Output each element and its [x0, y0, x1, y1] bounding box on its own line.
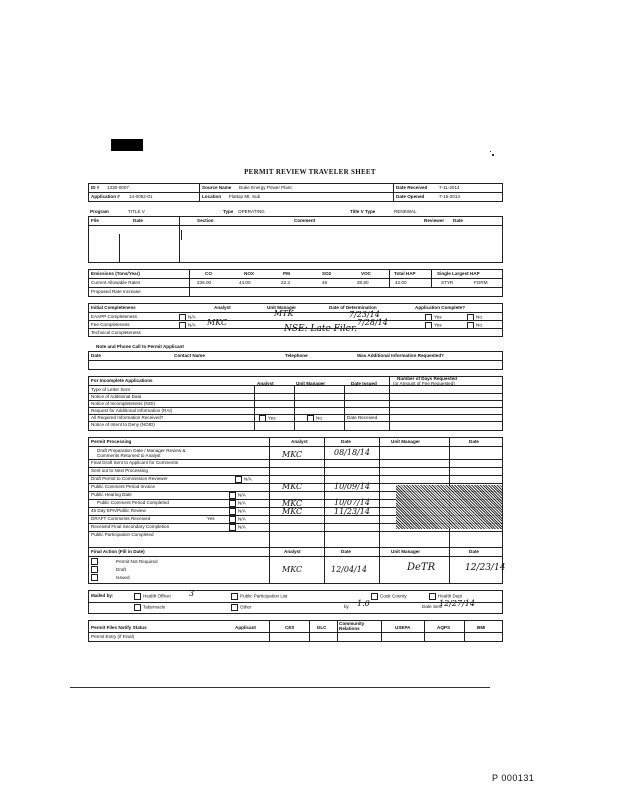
draft-checkbox[interactable] — [91, 566, 98, 573]
proc-row-1: Comments Returned to Analyst — [97, 453, 161, 458]
proc-row-7: Public Comment Period Completed — [97, 500, 169, 505]
type-value: OPERATING — [238, 209, 265, 214]
final-manager-signature: DeTR — [407, 562, 436, 573]
notify-header — [88, 620, 503, 633]
reviewer-date-header: Date — [453, 218, 463, 223]
no-label: No — [476, 322, 482, 328]
final-manager-header: Unit Manager — [391, 549, 421, 554]
na-checkbox[interactable] — [229, 500, 236, 507]
not-required-checkbox[interactable] — [91, 558, 98, 565]
na-label: N/A — [238, 524, 246, 530]
manager-initials: MTK — [274, 309, 294, 318]
noi-label: Notice of Incompleteness (NOI) — [91, 401, 156, 406]
final-analyst: MKC — [282, 565, 303, 574]
bmi-header: BMI — [477, 625, 486, 630]
handwritten-note: NSE: Late Filer. — [284, 324, 358, 334]
final-manager-date-header: Date — [469, 549, 479, 554]
date-received-value: 7-11-2014 — [439, 185, 460, 190]
permit-entry-row — [88, 633, 503, 642]
application-value: 14-0052-01 — [129, 194, 153, 199]
contact-label: Note and Phone Call to Permit Applicant — [96, 344, 184, 349]
cook-county-checkbox[interactable] — [371, 593, 378, 600]
applicant-header: Applicant — [235, 625, 256, 630]
scan-speck — [492, 154, 494, 156]
final-body — [88, 557, 506, 584]
emissions-current-row — [88, 279, 503, 288]
hap-unit-value: STYR — [441, 280, 454, 285]
fee-label: Fee Completeness — [91, 322, 130, 327]
fee-requested-subheader: (or Amount of Fee Requested) — [393, 381, 455, 386]
pm-header: PM — [283, 271, 290, 276]
initial-completeness-label: Initial Completeness — [91, 305, 136, 310]
file-table-header — [88, 216, 503, 226]
health-dept-label: Health Dept — [438, 593, 463, 599]
section-header: Section — [197, 218, 214, 223]
na-label: N/A — [238, 500, 246, 506]
incomplete-body — [88, 386, 503, 431]
final-date-header: Date — [341, 549, 351, 554]
na-label: N/A — [238, 492, 246, 498]
na-checkbox[interactable] — [179, 314, 186, 321]
single-hap-header: Single Largest HAP — [437, 271, 480, 276]
reviewer-header: Reviewer — [424, 218, 445, 223]
health-officer-checkbox[interactable] — [134, 593, 141, 600]
date-opened-label: Date Opened — [396, 194, 425, 199]
dlc-header: DLC — [317, 625, 327, 630]
type-label: Type — [223, 209, 234, 214]
date-header: Date — [133, 218, 143, 223]
contact-date-header: Date — [91, 353, 101, 358]
na-checkbox[interactable] — [235, 476, 242, 483]
na-checkbox[interactable] — [179, 322, 186, 329]
header-row-2 — [88, 193, 503, 202]
title-v-type-value: RENEWAL — [394, 209, 417, 214]
date-issued-header: Date Issued — [351, 381, 377, 386]
final-header — [88, 548, 503, 557]
proposed-rate-label: Proposed Rate Increase — [91, 289, 141, 294]
proc-row-5: Public Comment Period Invoice — [91, 484, 156, 489]
usepa-header: USEPA — [395, 625, 411, 630]
proc-analyst-3: MKC — [282, 499, 303, 508]
pm-value: 22.3 — [281, 280, 290, 285]
location-label: Location — [202, 194, 222, 199]
date-received-label: Date Received — [347, 415, 378, 420]
complete-header: Application Complete? — [415, 305, 466, 310]
yes-label: Yes — [268, 415, 276, 421]
proc-row-11: Public Participation Completed — [91, 532, 154, 537]
by-label: by — [344, 604, 349, 609]
mailed-by-label: Mailed by: — [91, 593, 114, 598]
proc-row-9: DRAFT Comments Received — [91, 516, 151, 521]
yes-checkbox[interactable] — [425, 322, 432, 329]
no-checkbox[interactable] — [467, 314, 474, 321]
by-value: 1.0 — [357, 599, 370, 608]
determination-date-2: 7/28/14 — [357, 318, 388, 327]
na-label: N/A — [188, 322, 196, 328]
date-received-label: Date Received — [396, 185, 428, 190]
nox-header: NOX — [244, 271, 254, 276]
current-rates-label: Current Allowable Rates — [91, 280, 141, 285]
notify-status-label: Permit Files Notify Status — [91, 625, 147, 630]
id-label: ID # — [91, 185, 100, 190]
total-hap-header: Total HAP — [394, 271, 416, 276]
final-analyst-header: Analyst — [284, 549, 301, 554]
processing-label: Permit Processing — [91, 439, 132, 444]
proc-row-8: 45 Day EPA/Public Review — [91, 508, 146, 513]
proc-row-6: Public Hearing Date — [91, 492, 132, 497]
inc-analyst-header: Analyst — [257, 381, 274, 386]
proc-date-4: 11/23/14 — [334, 507, 370, 516]
proc-analyst-header: Analyst — [291, 439, 308, 444]
draft-label: Draft — [116, 566, 126, 572]
proc-row-10: Received Final Secondary Completion — [91, 524, 170, 529]
analyst-initials: MKC — [207, 318, 228, 327]
id-value: 1330-0007 — [107, 185, 129, 190]
emissions-label: Emissions (Tons/Year) — [91, 271, 140, 276]
all-info-label: All Required Information Received? — [91, 415, 164, 420]
analyst-header: Analyst — [214, 305, 231, 310]
days-requested-header: Number of Days Requested — [397, 376, 457, 381]
emissions-proposed-row — [88, 288, 503, 297]
inc-manager-header: Unit Manager — [296, 381, 326, 386]
issued-label: Issued — [116, 574, 130, 580]
proc-analyst-1: MKC — [282, 450, 303, 459]
rai-label: Request for Additional Information (RAI) — [91, 408, 173, 413]
determination-header: Date of Determination — [329, 305, 377, 310]
redaction-block — [111, 139, 143, 151]
eaapp-row — [88, 309, 503, 321]
proc-date-1: 08/18/14 — [334, 448, 370, 457]
cook-county-label: Cook County — [380, 593, 407, 599]
yes-label: Yes — [434, 314, 442, 320]
proc-row-0: Draft Preparation Date / Manager Review & — [97, 448, 186, 453]
notice-additional-label: Notice of Additional Data — [91, 394, 142, 399]
location-value: Flattop Mt. Sub — [229, 194, 261, 199]
na-checkbox[interactable] — [229, 508, 236, 515]
contact-label-row — [88, 343, 503, 351]
page-number: P 000131 — [492, 773, 535, 783]
date-sent-label: Date Sent — [422, 604, 443, 609]
not-required-label: Permit Not Required — [116, 558, 158, 564]
health-dept-checkbox[interactable] — [429, 593, 436, 600]
nox-value: 44.00 — [239, 280, 251, 285]
na-checkbox[interactable] — [229, 492, 236, 499]
tabernacle-checkbox[interactable] — [134, 604, 141, 611]
voc-value: 38.80 — [357, 280, 369, 285]
no-label: No — [476, 314, 482, 320]
program-row — [88, 208, 503, 216]
voc-header: VOC — [361, 271, 371, 276]
letter-type-label: Type of Letter Sent — [91, 387, 130, 392]
scan-noise-area — [396, 485, 502, 529]
source-value: Duke Energy Power Plant — [239, 185, 292, 190]
no-label: No — [316, 415, 322, 421]
date-sent-value: 12/27/14 — [439, 599, 475, 608]
contact-empty-row — [88, 361, 503, 370]
public-list-checkbox[interactable] — [231, 593, 238, 600]
co-value: 236.00 — [197, 280, 212, 285]
public-list-label: Public Participation List — [240, 593, 288, 599]
so2-header: SO2 — [322, 271, 332, 276]
telephone-header: Telephone — [285, 353, 308, 358]
proc-row-3: Sent out to Next Processing — [91, 468, 148, 473]
final-manager-date: 12/23/14 — [465, 563, 506, 573]
contact-name-header: Contact Name — [174, 353, 205, 358]
final-action-label: Final Action (Fill in Date) — [91, 549, 145, 554]
permit-entry-label: Permit Entry (if Final) — [91, 634, 135, 639]
tabernacle-label: Tabernacle — [143, 604, 166, 610]
final-date: 12/04/14 — [331, 565, 367, 574]
proc-row-2: Final Draft Sent to Applicant for Comments — [91, 460, 179, 465]
na-checkbox[interactable] — [229, 516, 236, 523]
header-row-1 — [88, 183, 503, 193]
proc-row-4: Draft Permit to Commission Reviewer — [91, 476, 168, 481]
program-value: TITLE V — [128, 209, 145, 214]
contact-header — [88, 351, 503, 361]
bottom-rule — [70, 687, 490, 688]
issued-checkbox[interactable] — [91, 574, 98, 581]
aqps-header: AQPS — [437, 625, 451, 630]
hap-name-value: FORM — [474, 280, 488, 285]
technical-label: Technical Completeness — [91, 330, 141, 335]
file-header: File — [91, 218, 99, 223]
unit-manager-header: Unit Manager — [267, 305, 297, 310]
incomplete-label: For Incomplete Applications — [91, 378, 153, 383]
other-label: Other — [240, 604, 252, 610]
scan-speck — [490, 151, 491, 152]
proc-manager-header: Unit Manager — [391, 439, 421, 444]
noid-label: Notice of Intent to Deny (NOID) — [91, 422, 155, 427]
community-relations-header: Community Relations — [339, 621, 365, 631]
total-hap-value: 42.00 — [395, 280, 407, 285]
na-label: N/A — [188, 314, 196, 320]
distribution-block: Mailed by: Health Officer 3 Public Participation List Cook County Health Dept Tabernacle Other by 1.0 Date Sent 12/27/14 — [88, 590, 503, 614]
other-checkbox[interactable] — [231, 604, 238, 611]
emissions-header — [88, 269, 503, 279]
determination-date-1: 7/23/14 — [349, 310, 380, 319]
initial-header — [88, 303, 503, 313]
proc-manager-date-header: Date — [469, 439, 479, 444]
na-label: N/A — [238, 516, 246, 522]
yes-label: Yes — [434, 322, 442, 328]
traveler-sheet — [88, 183, 506, 642]
no-checkbox[interactable] — [467, 322, 474, 329]
co-header: CO — [205, 271, 212, 276]
incomplete-header — [88, 376, 503, 386]
source-label: Source Name — [202, 185, 232, 190]
page-title: PERMIT REVIEW TRAVELER SHEET — [244, 168, 376, 176]
ces-header: CES — [285, 625, 295, 630]
health-officer-label: Health Officer — [143, 593, 171, 599]
additional-info-header: Was Additional Information Requested? — [357, 353, 444, 358]
file-table-body — [88, 226, 503, 263]
proc-date-2: 10/09/14 — [334, 482, 370, 491]
yes-label: Yes — [207, 516, 215, 521]
application-label: Application # — [91, 194, 120, 199]
processing-header — [88, 437, 503, 447]
yes-checkbox[interactable] — [425, 314, 432, 321]
proc-analyst-2: MKC — [282, 482, 303, 491]
proc-date-3: 10/07/14 — [334, 498, 370, 507]
na-checkbox[interactable] — [229, 524, 236, 531]
proc-date-header: Date — [341, 439, 351, 444]
na-label: N/A — [244, 476, 252, 482]
date-opened-value: 7-15-2014 — [439, 194, 460, 199]
na-label: N/A — [238, 508, 246, 514]
eaapp-label: EAAPP Completeness — [91, 314, 137, 319]
proc-analyst-4: MKC — [282, 507, 303, 516]
comment-header: Comment — [294, 218, 316, 223]
title-v-type-label: Title V Type — [350, 209, 376, 214]
so2-value: 48 — [322, 280, 328, 285]
program-label: Program — [90, 209, 109, 214]
